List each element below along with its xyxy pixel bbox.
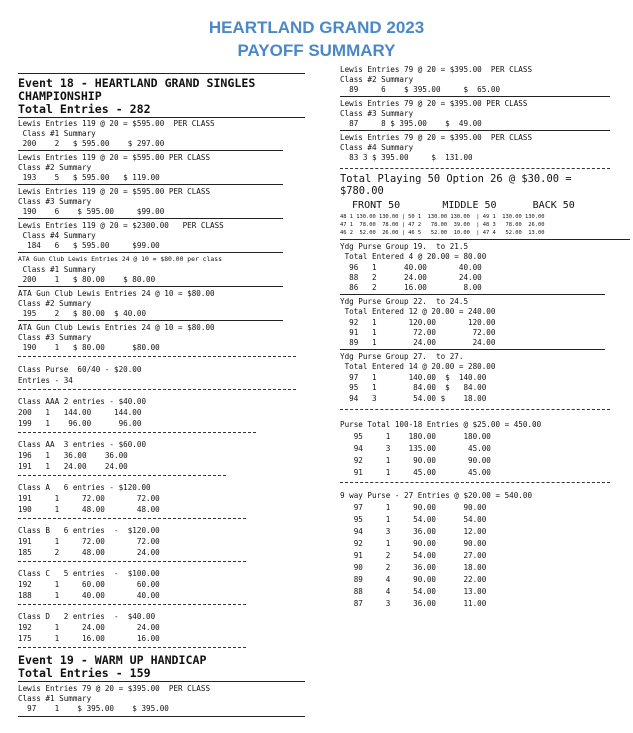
option-row: 48 1 130.00 130.00 | 50 1 130.00 130.00 | 49 1 130.00 130.00	[340, 214, 545, 220]
text-line: 175 1 16.00 16.00	[18, 634, 160, 643]
divider	[340, 482, 610, 483]
text-line: 97 1 $ 395.00 $ 395.00	[18, 704, 169, 713]
text-line: Ydg Purse Group 22. to 24.5	[340, 297, 469, 306]
text-line: 97 1 140.00 $ 140.00	[340, 373, 487, 382]
divider	[18, 432, 256, 433]
text-line: Lewis Entries 79 @ 20 = $395.00 PER CLASS	[18, 684, 211, 693]
event-18-title-cont: CHAMPIONSHIP	[18, 89, 102, 103]
text-line: Class #3 Summary	[340, 109, 414, 118]
event-19-entries: Total Entries - 159	[18, 666, 151, 680]
option-purse-title: Total Playing 50 Option 26 @ $30.00 =	[340, 173, 572, 185]
text-line: Class #1 Summary	[18, 265, 96, 274]
divider	[18, 184, 283, 185]
text-line: Class C 5 entries - $100.00	[18, 569, 160, 578]
text-line: Class #1 Summary	[18, 694, 92, 703]
text-line: 92 1 90.00 90.00	[340, 456, 491, 465]
text-line: 185 2 48.00 24.00	[18, 548, 160, 557]
text-line: 87 8 $ 395.00 $ 49.00	[340, 119, 482, 128]
text-line: 191 1 72.00 72.00	[18, 494, 160, 503]
text-line: 95 1 84.00 $ 84.00	[340, 383, 487, 392]
text-line: Class #3 Summary	[18, 333, 92, 342]
text-line: 191 1 24.00 24.00	[18, 462, 128, 471]
divider	[18, 117, 305, 118]
text-line: Class #3 Summary	[18, 197, 92, 206]
text-line: 90 2 36.00 18.00	[340, 563, 487, 572]
text-line: 91 1 45.00 45.00	[340, 468, 491, 477]
text-line: 192 1 60.00 60.00	[18, 580, 160, 589]
text-line: 190 1 $ 80.00 $80.00	[18, 343, 160, 352]
divider	[18, 647, 246, 648]
text-line: 195 2 $ 80.00 $ 40.00	[18, 309, 147, 318]
divider	[18, 681, 305, 682]
text-line: Total Entered 12 @ 20.00 = 240.00	[340, 307, 496, 316]
divider	[18, 150, 283, 151]
divider	[18, 73, 305, 74]
text-line: 94 3 36.00 12.00	[340, 527, 487, 536]
page-title: HEARTLAND GRAND 2023	[208, 18, 425, 37]
text-line: 188 1 40.00 40.00	[18, 591, 160, 600]
text-line: 94 3 135.00 45.00	[340, 444, 491, 453]
divider	[340, 294, 605, 295]
text-line: Class #2 Summary	[18, 163, 92, 172]
text-line: Ydg Purse Group 27. to 27.	[340, 352, 464, 361]
text-line: 89 6 $ 395.00 $ 65.00	[340, 85, 501, 94]
text-line: 200 2 $ 595.00 $ 297.00	[18, 139, 165, 148]
text-line: Class #2 Summary	[18, 299, 92, 308]
text-line: Class AAA 2 entries - $40.00	[18, 397, 147, 406]
text-line: Total Entered 14 @ 20.00 = 280.00	[340, 362, 496, 371]
divider	[18, 252, 283, 253]
text-line: 191 1 72.00 72.00	[18, 537, 160, 546]
text-line: 196 1 36.00 36.00	[18, 451, 128, 460]
text-line: ATA Gun Club Lewis Entries 24 @ 10 = $80.00	[18, 289, 215, 298]
text-line: 86 2 16.00 8.00	[340, 283, 482, 292]
text-line: 88 2 24.00 24.00	[340, 273, 482, 282]
text-line: Class Purse 60/40 - $20.00	[18, 365, 142, 374]
text-line: 89 4 90.00 22.00	[340, 575, 487, 584]
text-line: 190 6 $ 595.00 $99.00	[18, 207, 165, 216]
divider	[340, 168, 610, 169]
text-line: Lewis Entries 119 @ 20 = $595.00 PER CLASS	[18, 119, 215, 128]
text-line: Class #2 Summary	[340, 75, 414, 84]
text-line: Total Entered 4 @ 20.00 = 80.00	[340, 252, 487, 261]
text-line: Entries - 34	[18, 376, 73, 385]
text-line: 89 1 24.00 24.00	[340, 338, 496, 347]
text-line: 193 5 $ 595.00 $ 119.00	[18, 173, 160, 182]
text-line: Class D 2 entries - $40.00	[18, 612, 156, 621]
text-line: 9 way Purse - 27 Entries @ $20.00 = 540.00	[340, 491, 533, 500]
page-subtitle: PAYOFF SUMMARY	[237, 41, 396, 60]
divider	[18, 356, 296, 357]
divider	[18, 475, 226, 476]
text-line: 88 4 54.00 13.00	[340, 587, 487, 596]
divider	[18, 389, 296, 390]
text-line: 92 1 120.00 120.00	[340, 318, 496, 327]
divider	[18, 561, 246, 562]
text-line: 200 1 $ 80.00 $ 80.00	[18, 275, 156, 284]
text-line: 97 1 90.00 90.00	[340, 503, 487, 512]
event-19-title: Event 19 - WARM UP HANDICAP	[18, 653, 207, 667]
divider	[18, 518, 246, 519]
text-line: 95 1 54.00 54.00	[340, 515, 487, 524]
divider	[340, 96, 610, 97]
text-line: 184 6 $ 595.00 $99.00	[18, 241, 160, 250]
text-line: Class A 6 entries - $120.00	[18, 483, 151, 492]
text-line: Class #1 Summary	[18, 129, 96, 138]
divider	[18, 218, 283, 219]
event-18-entries: Total Entries - 282	[18, 102, 151, 116]
option-purse-total: $780.00	[340, 185, 384, 197]
text-line: 94 3 54.00 $ 18.00	[340, 394, 487, 403]
text-line: Class #4 Summary	[340, 143, 414, 152]
divider	[340, 409, 610, 410]
option-row: 47 1 78.00 78.00 | 47 2 78.00 39.00 | 48 3 78.00 26.00	[340, 222, 545, 228]
text-line: Lewis Entries 79 @ 20 = $395.00 PER CLASS	[340, 99, 528, 108]
divider	[18, 716, 305, 717]
text-line: 192 1 24.00 24.00	[18, 623, 160, 632]
text-line: 190 1 48.00 48.00	[18, 505, 160, 514]
divider	[18, 604, 246, 605]
text-line: ATA Gun Club Lewis Entries 24 @ 10 = $80.00	[18, 323, 215, 332]
option-row: 46 2 52.00 26.00 | 46 5 52.00 10.00 | 47 4 52.00 13.00	[340, 230, 545, 236]
divider	[340, 239, 630, 240]
text-line: Lewis Entries 79 @ 20 = $395.00 PER CLASS	[340, 133, 533, 142]
option-purse-heads: FRONT 50 MIDDLE 50 BACK 50	[340, 200, 575, 211]
text-line: Purse Total 100-18 Entries @ $25.00 = 450.00	[340, 420, 542, 429]
divider	[18, 320, 283, 321]
event-18-title: Event 18 - HEARTLAND GRAND SINGLES	[18, 76, 256, 90]
text-line: Ydg Purse Group 19. to 21.5	[340, 242, 469, 251]
text-line: 83 3 $ 395.00 $ 131.00	[340, 153, 473, 162]
text-line: Lewis Entries 79 @ 20 = $395.00 PER CLASS	[340, 65, 533, 74]
divider	[340, 130, 610, 131]
text-line: Lewis Entries 119 @ 20 = $595.00 PER CLASS	[18, 187, 211, 196]
text-line: 199 1 96.00 96.00	[18, 419, 142, 428]
text-line: 87 3 36.00 11.00	[340, 599, 487, 608]
text-line: Lewis Entries 119 @ 20 = $595.00 PER CLASS	[18, 153, 211, 162]
text-line: 96 1 40.00 40.00	[340, 263, 482, 272]
divider	[340, 349, 605, 350]
text-line: 91 2 54.00 27.00	[340, 551, 487, 560]
text-line: 91 1 72.00 72.00	[340, 328, 496, 337]
text-line: 92 1 90.00 90.00	[340, 539, 487, 548]
text-line: Class #4 Summary	[18, 231, 96, 240]
text-line: Class B 6 entries - $120.00	[18, 526, 160, 535]
text-line: 200 1 144.00 144.00	[18, 408, 142, 417]
text-line: ATA Gun Club Lewis Entries 24 @ 10 = $80.00 per class	[18, 255, 222, 263]
text-line: 95 1 180.00 180.00	[340, 432, 491, 441]
text-line: Class AA 3 entries - $60.00	[18, 440, 147, 449]
text-line: Lewis Entries 119 @ 20 = $2300.00 PER CLASS	[18, 221, 224, 230]
divider	[18, 286, 283, 287]
